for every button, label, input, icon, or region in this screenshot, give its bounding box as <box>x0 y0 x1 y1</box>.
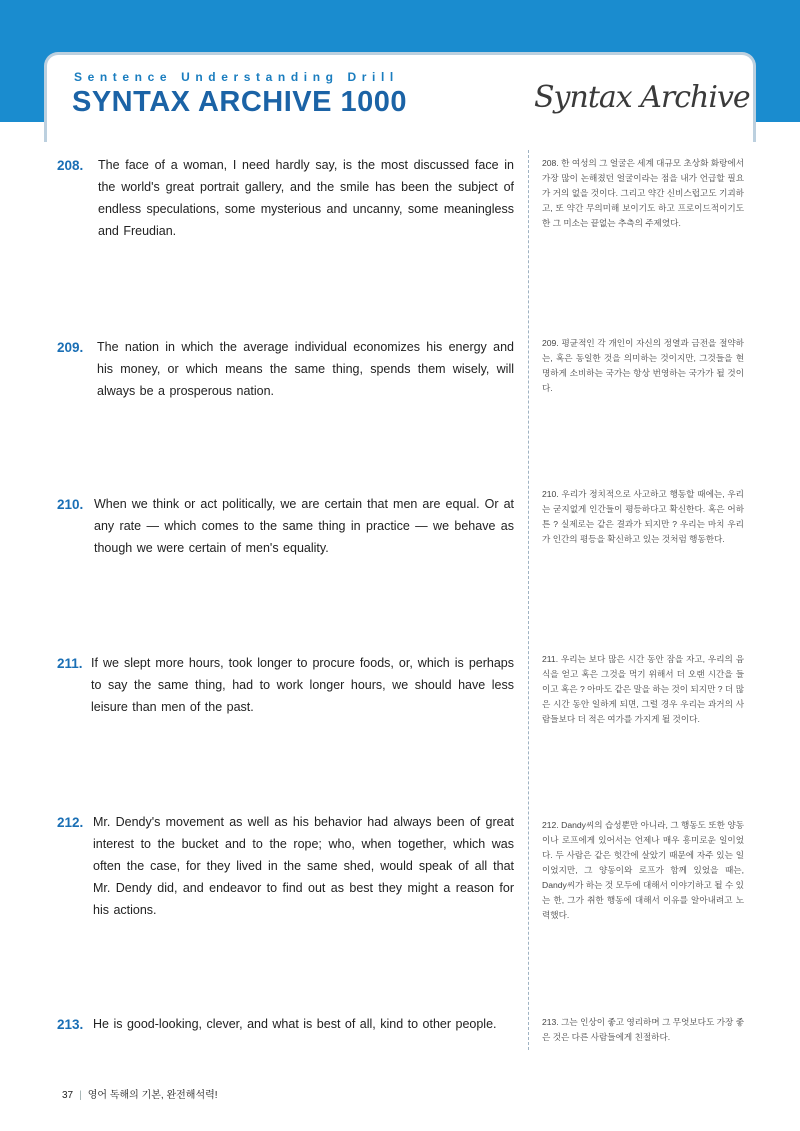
item-korean-text: 213. 그는 인상이 좋고 영리하며 그 무엇보다도 가장 좋은 것은 다른 사람들에게 친절하다. <box>542 1017 744 1042</box>
item-english-text: Mr. Dendy's movement as well as his behavior had always been of great interest to the bucket and to the rope; who, when together, which was often the case, for they lived in the same shed, would speak of all that Mr. Dendy did, and endeavor to find out as best they might a reason for his actions. <box>93 815 514 917</box>
item-english-text: The face of a woman, I need hardly say, is the most discussed face in the world's great portrait gallery, and the smile has been the subject of endless speculations, some mysterious and uncanny, some meaningless and Freudian. <box>98 158 514 238</box>
item-english-text: When we think or act politically, we are certain that men are equal. Or at any rate — which comes to the same thing in practice — we behave as though we were certain of men's equality. <box>94 497 514 555</box>
item-korean-text: 209. 평균적인 각 개인이 자신의 정열과 금전을 절약하는, 혹은 동일한 것을 의미하는 것이지만, 그것들을 현명하게 소비하는 국가는 항상 번영하는 국가가 될 것이다. <box>542 338 744 393</box>
page-footer: 37 | 영어 독해의 기본, 완전해석력! <box>62 1090 218 1101</box>
item-number: 208. <box>57 158 84 173</box>
page-number: 37 <box>62 1090 74 1101</box>
item-number: 213. <box>57 1017 84 1032</box>
item-korean-text: 212. Dandy씨의 습성뿐만 아니라, 그 행동도 또한 양동이나 로프에게 있어서는 언제나 매우 흥미로운 일이었다. 두 사람은 같은 헛간에 살았기 때문에 자주 있는 일이었지만, 그 양동이와 로프가 함께 있었을 때는, Dandy씨가 하는 것 모두에 대해서 이야기하고 될 수 있는 한, 그가 취한 행동에 대해서 이유를 알아내려고 노력했다. <box>542 820 744 920</box>
book-title: 영어 독해의 기본, 완전해석력! <box>87 1090 218 1101</box>
header-subtitle: Sentence Understanding Drill <box>74 70 399 84</box>
column-divider <box>528 150 529 1050</box>
header-title: SYNTAX ARCHIVE 1000 <box>72 86 408 118</box>
item-number: 209. <box>57 340 84 355</box>
item-english-text: The nation in which the average individual economizes his energy and his money, or which means the same thing, spends them wisely, will always be a prosperous nation. <box>97 340 514 398</box>
item-korean-text: 210. 우리가 정치적으로 사고하고 행동할 때에는, 우리는 굳지없게 인간들이 평등하다고 확신한다. 혹은 어하튼 ? 실제로는 같은 결과가 되지만 ? 우리는 마치 우리가 인간의 평등을 확신하고 있는 것처럼 행동한다. <box>542 489 744 544</box>
item-number: 211. <box>57 656 83 671</box>
item-korean-text: 208. 한 여성의 그 얼굴은 세계 대규모 초상화 화랑에서 가장 많이 논해졌던 얼굴이라는 점을 내가 언급할 필요가 거의 없을 것이다. 그리고 약간 신비스럽고도 기괴하고, 또 약간 무의미해 보이기도 하고 프로이드적이기도 한 그 미소는 끝없는 추측의 주제였다. <box>542 158 744 228</box>
item-korean-text: 211. 우리는 보다 많은 시간 동안 잠을 자고, 우리의 음식을 얻고 혹은 그것을 먹기 위해서 더 오랜 시간을 들이고 혹은 ? 아마도 같은 말을 하는 것이 되지만 ? 더 많은 시간 동안 일하게 되면, 그럴 경우 우리는 과거의 사람들보다 더 적은 여가를 가지게 될 것이다. <box>542 654 744 724</box>
item-number: 212. <box>57 815 84 830</box>
item-english-text: He is good-looking, clever, and what is best of all, kind to other people. <box>93 1017 497 1031</box>
item-number: 210. <box>57 497 84 512</box>
syntax-archive-logo: Syntax Archive <box>534 80 750 115</box>
item-english-text: If we slept more hours, took longer to procure foods, or, which is perhaps to say the same thing, had to work longer hours, we should have less leisure than men of the past. <box>91 656 514 714</box>
